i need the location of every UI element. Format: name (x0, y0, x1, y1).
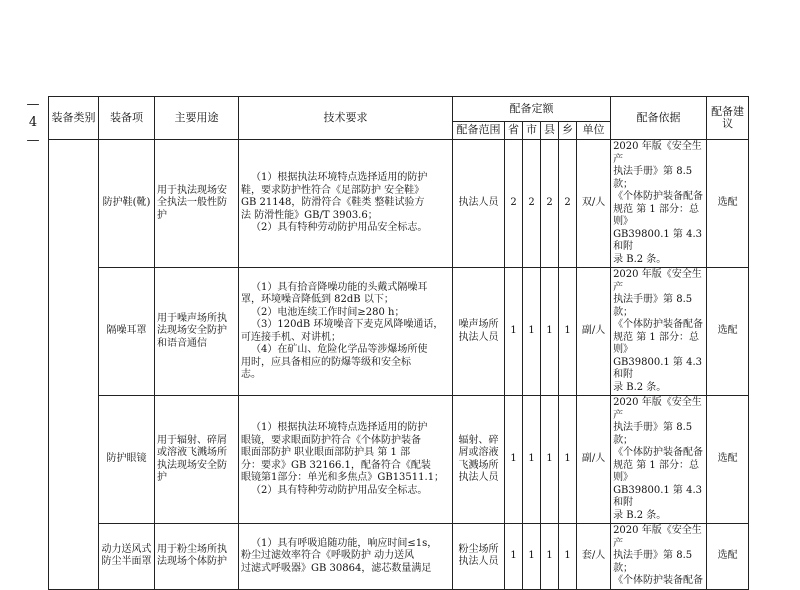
basis-line: 2020 年版《安全生产 (613, 141, 702, 165)
page-number-dash: — (26, 97, 40, 112)
city-cell: 2 (523, 140, 541, 268)
requirements-cell (239, 396, 453, 524)
purpose-cell: 用于粉尘场所执法现场个体防护 (155, 524, 239, 590)
basis-cell (611, 396, 707, 524)
equipment-spec-table (48, 96, 749, 590)
page-number-dash: — (26, 133, 40, 148)
province-cell: 1 (505, 396, 523, 524)
basis-line: 执法手册》第 8.5 款； (613, 294, 693, 318)
basis-line: 2020 年版《安全生产 (613, 269, 702, 293)
basis-line: 《个体防护装备配备 (613, 319, 704, 330)
header-basis: 配备依据 (611, 97, 707, 140)
header-city: 市 (523, 122, 541, 140)
suggestion-cell: 选配 (707, 268, 749, 396)
requirement-line: 用时，应具备相应的防爆等级和安全标 (241, 356, 411, 368)
county-cell: 1 (541, 268, 559, 396)
table-row (49, 524, 749, 590)
page-number: 4 (28, 115, 38, 130)
suggestion-cell: 选配 (707, 396, 749, 524)
basis-line: 《个体防护装备配备 (613, 447, 704, 458)
basis-line: 录 B.2 条。 (613, 381, 667, 393)
header-unit: 单位 (577, 122, 611, 140)
basis-line: GB39800.1 第 4.3 和附 (613, 228, 703, 252)
item-cell: 隔噪耳罩 (99, 268, 155, 396)
requirement-line: 粉尘过滤效率符合《呼吸防护 动力送风 (241, 550, 415, 561)
province-cell: 1 (505, 268, 523, 396)
requirements-cell (239, 140, 453, 268)
requirements-cell (239, 524, 453, 590)
scope-cell: 粉尘场所执法人员 (453, 524, 505, 590)
requirement-line: （3）120dB 环境噪音下麦克风降噪通话， (251, 319, 444, 330)
city-cell: 1 (523, 524, 541, 590)
unit-cell: 副/人 (577, 268, 611, 396)
basis-line: 执法手册》第 8.5 款； (613, 550, 693, 574)
township-cell: 2 (559, 140, 577, 268)
basis-line: 规范 第 1 部分：总则》 (613, 203, 699, 227)
requirement-line: 罩，环境噪音降低到 82dB 以下； (241, 294, 394, 305)
requirement-line: 法 防滑性能》GB/T 3903.6； (241, 209, 378, 221)
county-cell: 1 (541, 396, 559, 524)
township-cell: 1 (559, 396, 577, 524)
requirement-line: （1）具有拾音降噪功能的头戴式隔噪耳 (251, 281, 428, 293)
table-row (49, 396, 749, 524)
city-cell: 1 (523, 268, 541, 396)
scope-cell: 辐射、碎屑或溶液飞溅场所执法人员 (453, 396, 505, 524)
province-cell: 2 (505, 140, 523, 268)
suggestion-cell: 选配 (707, 524, 749, 590)
basis-line: 执法手册》第 8.5 款； (613, 422, 693, 446)
purpose-cell: 用于执法现场安全执法一般性防护 (155, 140, 239, 268)
header-requirements: 技术要求 (239, 97, 453, 140)
header-county: 县 (541, 122, 559, 140)
basis-line: 规范 第 1 部分：总则》 (613, 459, 699, 483)
basis-line: 2020 年版《安全生产 (613, 525, 702, 549)
header-item: 装备项 (99, 97, 155, 140)
requirement-line: 鞋，要求防护性符合《足部防护 安全鞋》 (241, 184, 425, 196)
basis-line: 规范 第 1 部分：总则》 (613, 331, 699, 355)
header-suggestion: 配备建议 (707, 97, 749, 140)
basis-line: 2020 年版《安全生产 (613, 397, 702, 421)
table-row (49, 268, 749, 396)
header-category: 装备类别 (49, 97, 99, 140)
basis-line: GB39800.1 第 4.3 和附 (613, 484, 703, 508)
basis-line: GB39800.1 第 4.3 和附 (613, 356, 703, 380)
requirement-line: 志。 (241, 369, 261, 380)
requirement-line: （2）具有特种劳动防护用品安全标志。 (251, 222, 428, 234)
header-quota: 配备定额 (453, 97, 611, 122)
basis-cell (611, 524, 707, 590)
item-cell: 动力送风式防尘半面罩 (99, 524, 155, 590)
requirement-line: （2）具有特种劳动防护用品安全标志。 (251, 484, 428, 496)
requirements-cell (239, 268, 453, 396)
basis-line: 录 B.2 条。 (613, 253, 667, 265)
requirement-line: （4）在矿山、危险化学品等涉爆场所使 (251, 344, 428, 355)
requirement-line: 眼镜第1部分：单光和多焦点》GB13511.1； (241, 472, 445, 483)
unit-cell: 双/人 (577, 140, 611, 268)
basis-line: 《个体防护装备配备 (613, 191, 704, 202)
basis-line: 《个体防护装备配备 (613, 575, 704, 586)
requirement-line: 过滤式呼吸器》GB 30864，滤芯数量满足 (241, 562, 432, 574)
unit-cell: 套/人 (577, 524, 611, 590)
township-cell: 1 (559, 524, 577, 590)
unit-cell: 副/人 (577, 396, 611, 524)
header-purpose: 主要用途 (155, 97, 239, 140)
table-row (49, 140, 749, 268)
basis-cell (611, 140, 707, 268)
county-cell: 1 (541, 524, 559, 590)
scope-cell: 执法人员 (453, 140, 505, 268)
basis-line: 录 B.2 条。 (613, 509, 667, 521)
requirement-line: （1）具有呼吸追随功能，响应时间≤1s， (251, 537, 438, 549)
basis-line: 执法手册》第 8.5 款； (613, 166, 693, 190)
basis-cell (611, 268, 707, 396)
township-cell: 1 (559, 268, 577, 396)
purpose-cell: 用于噪声场所执法现场安全防护和语音通信 (155, 268, 239, 396)
requirement-line: （2）电池连续工作时间≥280 h； (251, 306, 405, 318)
county-cell: 2 (541, 140, 559, 268)
header-province: 省 (505, 122, 523, 140)
requirement-line: 分：要求》GB 32166.1，配备符合《配装 (241, 459, 431, 471)
province-cell: 1 (505, 524, 523, 590)
requirement-line: GB 21148，防滑符合《鞋类 整鞋试验方 (241, 197, 425, 209)
category-cell (49, 140, 99, 590)
item-cell: 防护鞋(靴) (99, 140, 155, 268)
header-scope: 配备范围 (453, 122, 505, 140)
purpose-cell: 用于辐射、碎屑或溶液飞溅场所执法现场安全防护 (155, 396, 239, 524)
requirement-line: （1）根据执法环境特点选择适用的防护 (251, 172, 428, 184)
item-cell: 防护眼镜 (99, 396, 155, 524)
requirement-line: 眼镜，要求眼面防护符合《个体防护装备 (241, 434, 421, 446)
page-number-margin (24, 96, 42, 150)
requirement-line: 可连接手机、对讲机； (241, 331, 341, 343)
suggestion-cell: 选配 (707, 140, 749, 268)
city-cell: 1 (523, 396, 541, 524)
scope-cell: 噪声场所执法人员 (453, 268, 505, 396)
requirement-line: （1）根据执法环境特点选择适用的防护 (251, 422, 428, 433)
header-township: 乡 (559, 122, 577, 140)
requirement-line: 眼面部防护 职业眼面部防护具 第 1 部 (241, 447, 411, 458)
